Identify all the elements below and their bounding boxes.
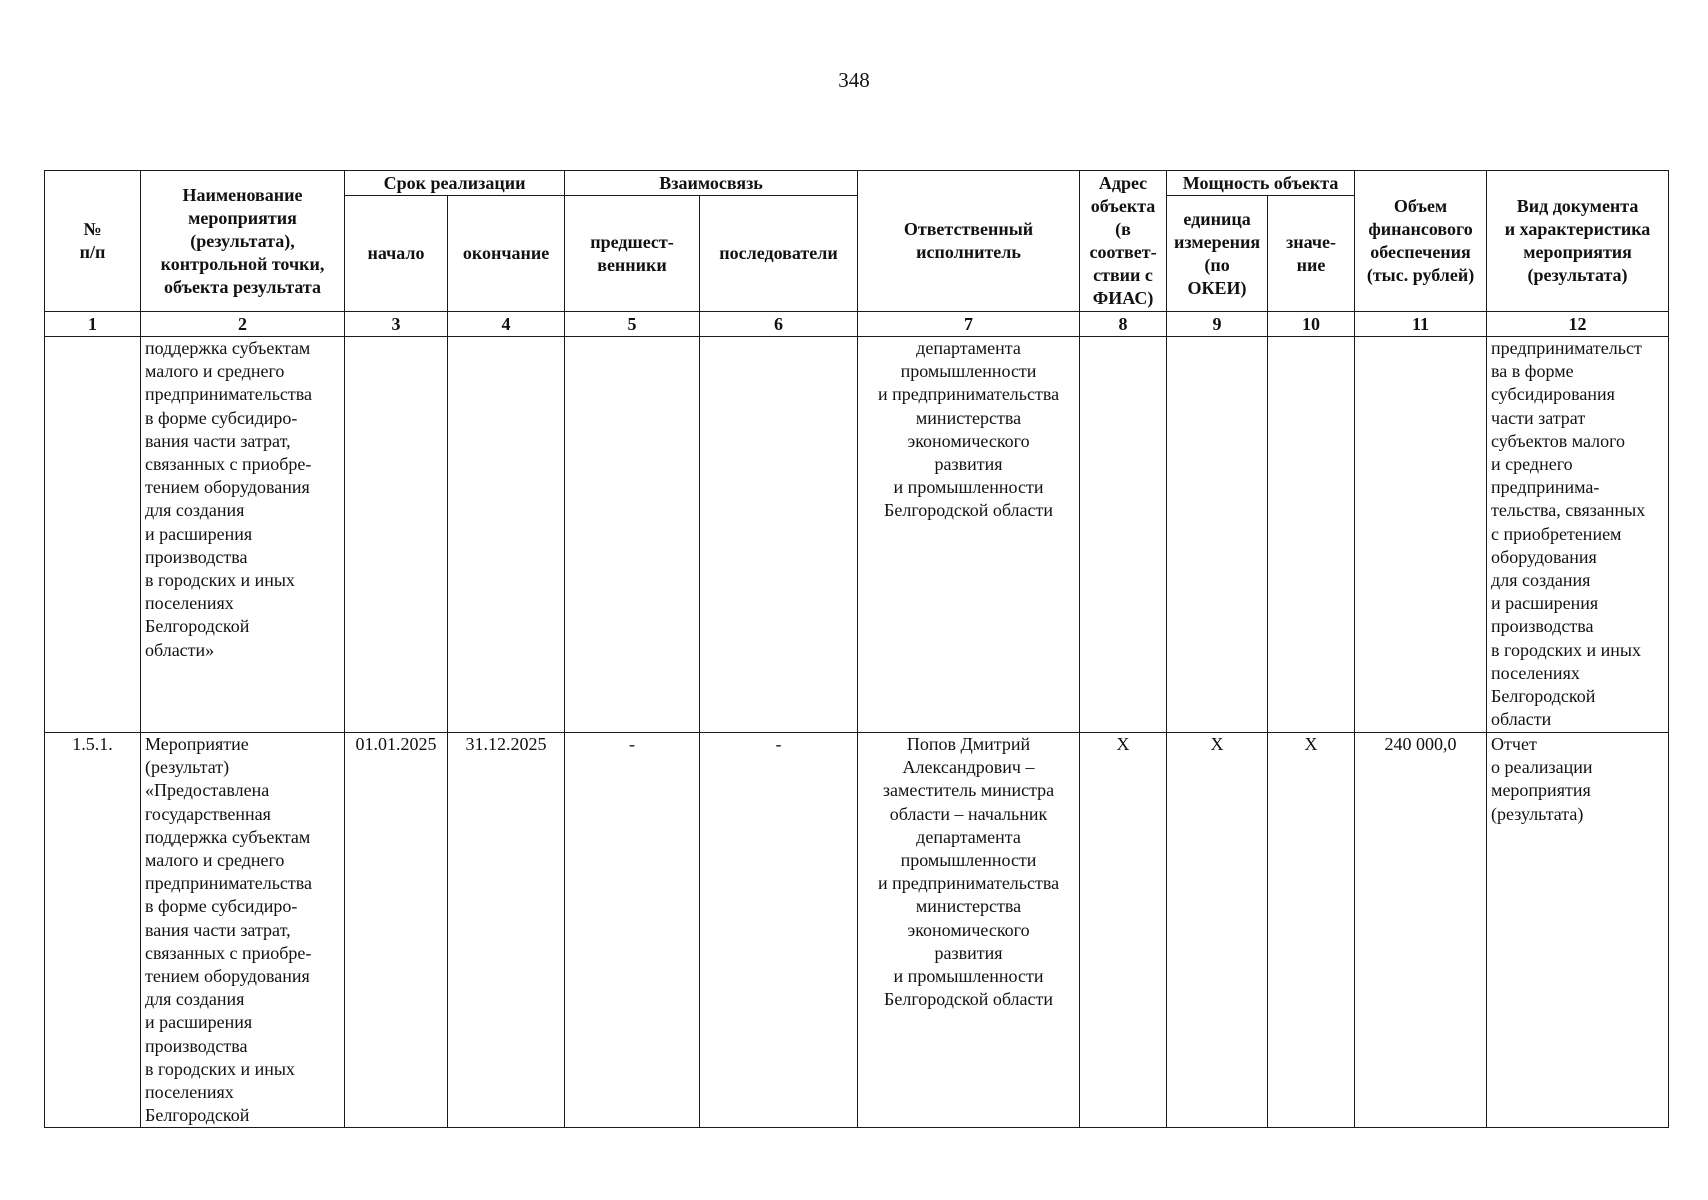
- cell-responsible: Попов Дмитрий Александрович – заместитель министра области – начальник департамента промышленности и предпринимательства министерства экономического развития и промышленности Белгородской области: [858, 733, 1080, 1128]
- header-num: № п/п: [45, 171, 141, 312]
- cell-address: [1080, 337, 1167, 733]
- column-number: 7: [858, 312, 1080, 337]
- cell-value: [1268, 337, 1355, 733]
- cell-num: 1.5.1.: [45, 733, 141, 1128]
- header-name: Наименование мероприятия (результата), контрольной точки, объекта результата: [141, 171, 345, 312]
- cell-name: поддержка субъектам малого и среднего предпринимательства в форме субсидиро- вания части затрат, связанных с приобре- тением оборудования для создания и расширения производства в городских и иных поселениях Белгородской области»: [141, 337, 345, 733]
- cell-predecessors: [565, 337, 700, 733]
- cell-start: 01.01.2025: [345, 733, 448, 1128]
- header-successors: последователи: [700, 196, 858, 312]
- column-number: 12: [1487, 312, 1669, 337]
- cell-start: [345, 337, 448, 733]
- column-number: 10: [1268, 312, 1355, 337]
- plan-table: [44, 170, 1669, 1128]
- cell-address: X: [1080, 733, 1167, 1128]
- header-responsible: Ответственный исполнитель: [858, 171, 1080, 312]
- column-number: 6: [700, 312, 858, 337]
- cell-end: [448, 337, 565, 733]
- cell-successors: -: [700, 733, 858, 1128]
- cell-doc-type: предпринимательст ва в форме субсидирования части затрат субъектов малого и среднего предпринима- тельства, связанных с приобретением оборудования для создания и расширения производства в городских и иных поселениях Белгородской области: [1487, 337, 1669, 733]
- cell-responsible: департамента промышленности и предпринимательства министерства экономического развития и промышленности Белгородской области: [858, 337, 1080, 733]
- cell-unit: [1167, 337, 1268, 733]
- cell-name: Мероприятие (результат) «Предоставлена государственная поддержка субъектам малого и среднего предпринимательства в форме субсидиро- вания части затрат, связанных с приобре- тением оборудования для создания и расширения производства в городских и иных поселениях Белгородской: [141, 733, 345, 1128]
- header-value: значе- ние: [1268, 196, 1355, 312]
- column-number: 9: [1167, 312, 1268, 337]
- cell-value: X: [1268, 733, 1355, 1128]
- column-number: 2: [141, 312, 345, 337]
- column-number: 4: [448, 312, 565, 337]
- header-relation: Взаимосвязь: [565, 171, 858, 196]
- cell-funding: [1355, 337, 1487, 733]
- cell-unit: X: [1167, 733, 1268, 1128]
- header-row-top: [45, 171, 1669, 196]
- table-row: [45, 733, 1669, 1128]
- cell-funding: 240 000,0: [1355, 733, 1487, 1128]
- column-number: 5: [565, 312, 700, 337]
- header-funding: Объем финансового обеспечения (тыс. рублей): [1355, 171, 1487, 312]
- column-number: 8: [1080, 312, 1167, 337]
- header-unit: единица измерения (по ОКЕИ): [1167, 196, 1268, 312]
- column-number: 3: [345, 312, 448, 337]
- header-address: Адрес объекта (в соответ- ствии с ФИАС): [1080, 171, 1167, 312]
- page-number: 348: [838, 68, 870, 92]
- column-number: 1: [45, 312, 141, 337]
- cell-successors: [700, 337, 858, 733]
- column-numbers-row: [45, 312, 1669, 337]
- column-number: 11: [1355, 312, 1487, 337]
- header-capacity: Мощность объекта: [1167, 171, 1355, 196]
- header-predecessors: предшест- венники: [565, 196, 700, 312]
- cell-predecessors: -: [565, 733, 700, 1128]
- cell-num: [45, 337, 141, 733]
- header-doc-type: Вид документа и характеристика мероприятия (результата): [1487, 171, 1669, 312]
- header-period: Срок реализации: [345, 171, 565, 196]
- header-period-end: окончание: [448, 196, 565, 312]
- table-row: [45, 337, 1669, 733]
- cell-doc-type: Отчет о реализации мероприятия (результата): [1487, 733, 1669, 1128]
- cell-end: 31.12.2025: [448, 733, 565, 1128]
- header-period-start: начало: [345, 196, 448, 312]
